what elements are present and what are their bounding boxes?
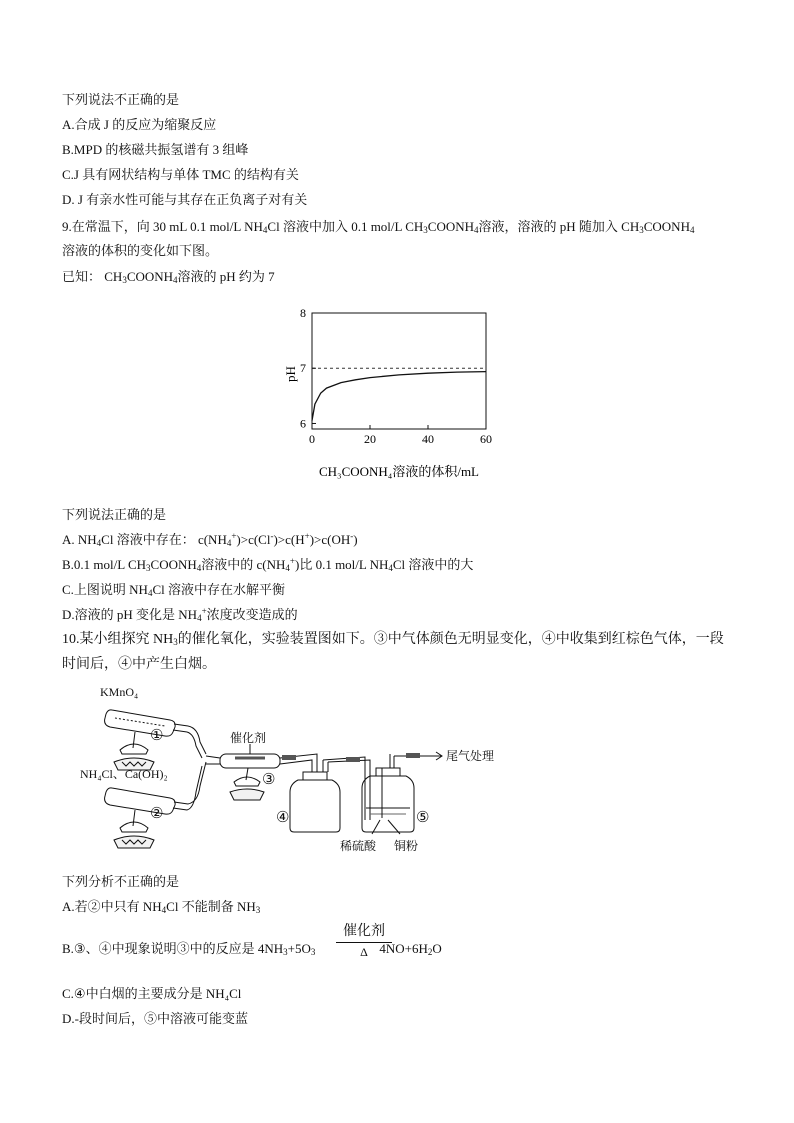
plot-frame <box>312 313 486 429</box>
y-tick-label: 8 <box>300 306 306 320</box>
label-tail: 尾气处理 <box>446 749 495 763</box>
label-n3: ③ <box>262 772 276 788</box>
tube-2 <box>80 767 188 848</box>
tube-3 <box>206 730 280 800</box>
y-axis-label: pH <box>283 366 298 382</box>
x-tick-label: 0 <box>309 432 315 446</box>
ph-chart <box>270 300 510 485</box>
q10-prompt: 下列分析不正确的是 <box>62 874 180 889</box>
q10-stem-line2: 时间后，④中产生白烟。 <box>62 657 216 672</box>
condition-heat: Δ <box>360 945 368 959</box>
q10-option-d: D.-段时间后，⑤中溶液可能变蓝 <box>62 1011 248 1026</box>
q9-stem-line1: 9.在常温下，向 30 mL 0.1 mol/L $NH_4Cl$ 溶液中加入 0.1 mol/L $CH_3COONH_4$溶液，溶液的 pH 随加入 $CH_3COONH_4$ <box>62 219 695 235</box>
x-tick-label: 60 <box>480 432 492 446</box>
apparatus-diagram <box>70 680 500 860</box>
q9-option-c: C.上图说明 $NH_4Cl$ 溶液中存在水解平衡 <box>62 582 285 598</box>
q9-known: 已知： $CH_3COONH_4$溶液的 pH 约为 7 <box>62 269 275 285</box>
q8-option-b: B.MPD 的核磁共振氢谱有 3 组峰 <box>62 142 249 157</box>
label-reagent2: NH₄Cl、Ca(OH)₂ <box>80 767 168 781</box>
label-n4: ④ <box>276 810 290 826</box>
q9-option-a: A. $NH_4Cl$ 溶液中存在： $c(NH_4^+)>c(Cl^-)>c(H^+)>c(OH^-)$ <box>62 531 358 548</box>
label-n1: ① <box>150 728 164 744</box>
condition-bar <box>336 942 392 943</box>
q8-option-a: A.合成 J 的反应为缩聚反应 <box>62 117 217 132</box>
q10-option-c: C.④中白烟的主要成分是 NH₄Cl <box>62 986 242 1001</box>
x-axis-label: CH₃COONH₄溶液的体积/mL <box>318 464 480 479</box>
q8-option-d: D. J 有亲水性可能与其存在正负离子对有关 <box>62 192 308 207</box>
q9-stem-line2: 溶液的体积的变化如下图。 <box>62 243 219 258</box>
label-catalyst: 催化剂 <box>230 731 267 745</box>
condition-catalyst: 催化剂 <box>343 924 385 939</box>
q10-option-a: A.若②中只有 $NH_4Cl$ 不能制备 $NH_3$ <box>62 899 261 915</box>
label-n2: ② <box>150 806 164 822</box>
q8-prompt: 下列说法不正确的是 <box>62 92 180 107</box>
label-kmno4: KMnO₄ <box>100 685 139 699</box>
reaction-condition <box>336 923 392 959</box>
y-tick-label: 6 <box>300 416 306 431</box>
x-tick-label: 40 <box>422 432 434 446</box>
q10-option-b: B.③、④中现象说明③中的反应是 $4NH_3+5O_3$ $4NO+6H_2O$ <box>62 941 442 957</box>
bottle-5 <box>340 748 494 853</box>
label-acid: 稀硫酸 <box>340 839 377 853</box>
x-tick-label: 20 <box>364 432 376 446</box>
label-copper: 铜粉 <box>394 839 419 853</box>
tube-link-4-5 <box>323 757 370 820</box>
tube-1 <box>100 685 188 770</box>
y-connector <box>187 726 206 810</box>
bottle-4 <box>276 760 340 832</box>
q9-prompt: 下列说法正确的是 <box>62 507 167 522</box>
q9-option-d: D.溶液的 pH 变化是 $NH_4^+$浓度改变造成的 <box>62 606 298 623</box>
ph-curve <box>312 372 486 421</box>
q9-option-b: B.0.1 mol/L $CH_3COONH_4$溶液中的 $c(NH_4^+)$比 0.1 mol/L $NH_4Cl$ 溶液中的大 <box>62 556 474 573</box>
label-n5: ⑤ <box>416 810 430 826</box>
q10-stem-line1: 10.某小组探究 $NH_3$的催化氧化，实验装置图如下。③中气体颜色无明显变化，④中收集到红棕色气体，一段 <box>62 632 724 647</box>
q8-option-c: C.J 具有网状结构与单体 TMC 的结构有关 <box>62 167 299 182</box>
y-tick-label: 7 <box>300 361 306 376</box>
